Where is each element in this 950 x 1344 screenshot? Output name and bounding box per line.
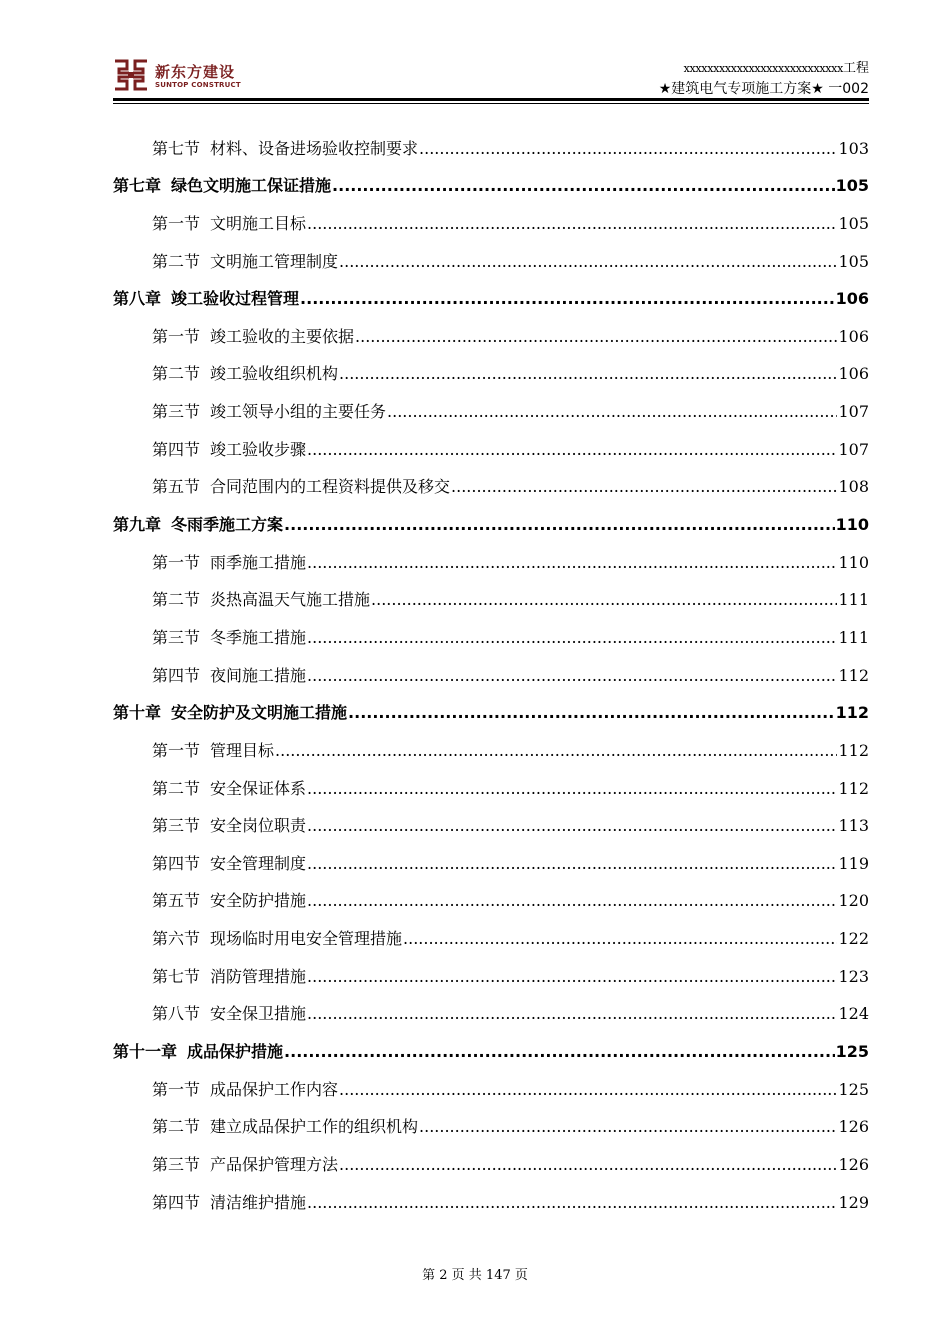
toc-page-number: 106 bbox=[838, 326, 869, 346]
toc-page-number: 112 bbox=[838, 778, 869, 798]
toc-leader-dots bbox=[339, 1080, 837, 1100]
toc-section-entry[interactable] bbox=[113, 723, 869, 761]
toc-leader-dots bbox=[307, 1193, 837, 1213]
toc-leader-dots bbox=[307, 214, 837, 234]
toc-leader-dots bbox=[307, 967, 837, 987]
toc-leader-dots bbox=[307, 891, 837, 911]
toc-section-entry[interactable] bbox=[113, 535, 869, 573]
toc-section-entry[interactable] bbox=[113, 987, 869, 1025]
toc-leader-dots bbox=[339, 252, 837, 272]
toc-entry-title bbox=[152, 929, 403, 949]
toc-page-number: 111 bbox=[838, 590, 869, 610]
toc-leader-dots bbox=[307, 440, 837, 460]
toc-page-number: 107 bbox=[838, 402, 869, 422]
toc-entry-title bbox=[152, 1155, 339, 1175]
toc-entry-label: 第三节 bbox=[152, 816, 201, 836]
toc-leader-dots bbox=[355, 327, 837, 347]
toc-entry-text: 夜间施工措施 bbox=[210, 665, 307, 685]
toc-entry-label: 第三节 bbox=[152, 1154, 201, 1174]
toc-entry-text: 雨季施工措施 bbox=[210, 552, 307, 572]
toc-entry-title bbox=[152, 854, 307, 874]
toc-leader-dots bbox=[307, 816, 837, 836]
toc-entry-text: 竣工验收的主要依据 bbox=[210, 326, 355, 346]
toc-entry-label: 第七节 bbox=[152, 966, 201, 986]
toc-entry-title bbox=[152, 590, 371, 610]
toc-entry-label: 第七节 bbox=[152, 138, 201, 158]
toc-entry-title bbox=[152, 364, 339, 384]
toc-entry-title bbox=[152, 1193, 307, 1213]
header-rule-thin bbox=[113, 103, 869, 104]
toc-entry-label: 第四节 bbox=[152, 1192, 201, 1212]
toc-entry-title bbox=[152, 327, 355, 347]
toc-entry-text: 竣工验收过程管理 bbox=[171, 289, 300, 309]
toc-section-entry[interactable] bbox=[113, 422, 869, 460]
toc-page-number: 129 bbox=[838, 1192, 869, 1212]
toc-entry-label: 第二节 bbox=[152, 364, 201, 384]
toc-section-entry[interactable] bbox=[113, 121, 869, 159]
toc-entry-title bbox=[152, 440, 307, 460]
toc-page-number: 112 bbox=[838, 740, 869, 760]
toc-leader-dots bbox=[339, 1155, 837, 1175]
table-of-contents bbox=[113, 121, 869, 1213]
toc-entry-text: 冬季施工措施 bbox=[210, 627, 307, 647]
toc-entry-title bbox=[152, 1117, 419, 1137]
toc-entry-text: 合同范围内的工程资料提供及移交 bbox=[210, 477, 451, 497]
toc-leader-dots bbox=[339, 364, 837, 384]
toc-entry-label: 第七章 bbox=[113, 176, 162, 196]
toc-page-number: 125 bbox=[835, 1042, 869, 1062]
project-suffix: 工程 bbox=[842, 61, 869, 76]
toc-entry-text: 安全保证体系 bbox=[210, 778, 307, 798]
toc-leader-dots bbox=[419, 139, 837, 159]
toc-leader-dots bbox=[307, 1004, 837, 1024]
toc-page-number: 112 bbox=[838, 665, 869, 685]
toc-page-number: 107 bbox=[838, 439, 869, 459]
toc-entry-text: 安全防护措施 bbox=[210, 891, 307, 911]
toc-entry-text: 成品保护工作内容 bbox=[210, 1079, 339, 1099]
toc-leader-dots bbox=[307, 553, 837, 573]
toc-entry-label: 第四节 bbox=[152, 439, 201, 459]
toc-section-entry[interactable] bbox=[113, 234, 869, 272]
toc-entry-label: 第一节 bbox=[152, 326, 201, 346]
toc-leader-dots bbox=[307, 779, 837, 799]
toc-entry-title bbox=[152, 891, 307, 911]
toc-entry-title bbox=[152, 1004, 307, 1024]
toc-entry-title bbox=[152, 214, 307, 234]
toc-entry-label: 第二节 bbox=[152, 778, 201, 798]
toc-chapter-entry[interactable] bbox=[113, 686, 869, 724]
toc-entry-label: 第一节 bbox=[152, 552, 201, 572]
toc-entry-title bbox=[152, 816, 307, 836]
toc-entry-label: 第一节 bbox=[152, 1079, 201, 1099]
toc-entry-title bbox=[113, 176, 332, 196]
toc-entry-title bbox=[152, 553, 307, 573]
toc-page-number: 126 bbox=[838, 1154, 869, 1174]
toc-entry-text: 文明施工管理制度 bbox=[210, 251, 339, 271]
toc-page-number: 111 bbox=[838, 627, 869, 647]
toc-entry-label: 第八章 bbox=[113, 289, 162, 309]
toc-entry-title bbox=[152, 1080, 339, 1100]
toc-page-number: 124 bbox=[838, 1004, 869, 1024]
toc-entry-label: 第三节 bbox=[152, 402, 201, 422]
toc-entry-label: 第十章 bbox=[113, 703, 162, 723]
toc-chapter-entry[interactable] bbox=[113, 272, 869, 310]
toc-entry-title bbox=[152, 779, 307, 799]
toc-entry-text: 安全岗位职责 bbox=[210, 816, 307, 836]
project-prefix: xxxxxxxxxxxxxxxxxxxxxxxxxxx bbox=[683, 62, 843, 75]
toc-page-number: 103 bbox=[838, 138, 869, 158]
toc-leader-dots bbox=[284, 515, 835, 535]
toc-leader-dots bbox=[307, 628, 837, 648]
toc-entry-title bbox=[152, 666, 307, 686]
toc-leader-dots bbox=[300, 289, 835, 309]
toc-section-entry[interactable] bbox=[113, 874, 869, 912]
toc-section-entry[interactable] bbox=[113, 949, 869, 987]
toc-entry-text: 成品保护措施 bbox=[187, 1042, 284, 1062]
toc-page-number: 126 bbox=[838, 1117, 869, 1137]
toc-leader-dots bbox=[387, 402, 837, 422]
toc-section-entry[interactable] bbox=[113, 911, 869, 949]
toc-entry-text: 竣工领导小组的主要任务 bbox=[210, 402, 387, 422]
toc-leader-dots bbox=[332, 176, 835, 196]
toc-entry-title bbox=[152, 628, 307, 648]
toc-section-entry[interactable] bbox=[113, 460, 869, 498]
toc-entry-text: 产品保护管理方法 bbox=[210, 1154, 339, 1174]
toc-section-entry[interactable] bbox=[113, 648, 869, 686]
toc-entry-title bbox=[113, 1042, 284, 1062]
toc-entry-text: 消防管理措施 bbox=[210, 966, 307, 986]
toc-leader-dots bbox=[419, 1117, 837, 1137]
toc-entry-title bbox=[152, 139, 419, 159]
toc-section-entry[interactable] bbox=[113, 761, 869, 799]
toc-entry-title bbox=[113, 289, 300, 309]
toc-entry-text: 炎热高温天气施工措施 bbox=[210, 590, 371, 610]
toc-entry-title bbox=[152, 252, 339, 272]
logo-mark-icon bbox=[113, 59, 149, 91]
toc-leader-dots bbox=[275, 741, 837, 761]
logo-chinese-name: 新东方建设 bbox=[155, 63, 236, 81]
toc-entry-text: 竣工验收步骤 bbox=[210, 439, 307, 459]
page-header bbox=[113, 56, 869, 100]
toc-section-entry[interactable] bbox=[113, 309, 869, 347]
toc-entry-title bbox=[113, 515, 284, 535]
toc-entry-label: 第一节 bbox=[152, 740, 201, 760]
toc-entry-label: 第二节 bbox=[152, 1117, 201, 1137]
toc-entry-text: 冬雨季施工方案 bbox=[171, 515, 284, 535]
toc-leader-dots bbox=[307, 666, 837, 686]
toc-entry-label: 第五节 bbox=[152, 477, 201, 497]
toc-section-entry[interactable] bbox=[113, 1100, 869, 1138]
toc-entry-text: 现场临时用电安全管理措施 bbox=[210, 929, 403, 949]
toc-entry-text: 建立成品保护工作的组织机构 bbox=[210, 1117, 419, 1137]
toc-entry-label: 第一节 bbox=[152, 213, 201, 233]
toc-section-entry[interactable] bbox=[113, 799, 869, 837]
toc-entry-text: 材料、设备进场验收控制要求 bbox=[210, 138, 419, 158]
toc-leader-dots bbox=[451, 477, 837, 497]
toc-section-entry[interactable] bbox=[113, 573, 869, 611]
toc-section-entry[interactable] bbox=[113, 836, 869, 874]
toc-entry-label: 第九章 bbox=[113, 515, 162, 535]
company-logo bbox=[113, 56, 253, 96]
toc-chapter-entry[interactable] bbox=[113, 1024, 869, 1062]
toc-page-number: 112 bbox=[835, 703, 869, 723]
toc-chapter-entry[interactable] bbox=[113, 497, 869, 535]
toc-entry-title bbox=[152, 741, 275, 761]
toc-leader-dots bbox=[284, 1042, 835, 1062]
toc-page-number: 119 bbox=[838, 853, 869, 873]
toc-page-number: 106 bbox=[835, 289, 869, 309]
toc-entry-text: 安全防护及文明施工措施 bbox=[171, 703, 348, 723]
toc-page-number: 120 bbox=[838, 891, 869, 911]
toc-entry-label: 第二节 bbox=[152, 251, 201, 271]
toc-entry-title bbox=[152, 967, 307, 987]
toc-page-number: 122 bbox=[838, 929, 869, 949]
document-title: ★建筑电气专项施工方案★ 一002 bbox=[658, 81, 869, 97]
toc-page-number: 105 bbox=[835, 176, 869, 196]
toc-section-entry[interactable] bbox=[113, 196, 869, 234]
toc-section-entry[interactable] bbox=[113, 610, 869, 648]
toc-page-number: 105 bbox=[838, 213, 869, 233]
toc-page-number: 108 bbox=[838, 477, 869, 497]
toc-page-number: 105 bbox=[838, 251, 869, 271]
logo-english-name: SUNTOP CONSTRUCT bbox=[155, 81, 241, 89]
toc-entry-text: 安全保卫措施 bbox=[210, 1004, 307, 1024]
toc-chapter-entry[interactable] bbox=[113, 159, 869, 197]
toc-page-number: 113 bbox=[838, 816, 869, 836]
toc-section-entry[interactable] bbox=[113, 1137, 869, 1175]
toc-entry-title bbox=[113, 703, 348, 723]
toc-section-entry[interactable] bbox=[113, 1175, 869, 1213]
toc-leader-dots bbox=[307, 854, 837, 874]
toc-page-number: 125 bbox=[838, 1079, 869, 1099]
toc-entry-text: 文明施工目标 bbox=[210, 213, 307, 233]
toc-leader-dots bbox=[403, 929, 837, 949]
toc-entry-text: 安全管理制度 bbox=[210, 853, 307, 873]
page-footer: 第 2 页 共 147 页 bbox=[422, 1268, 528, 1283]
project-name bbox=[684, 57, 869, 76]
toc-entry-label: 第二节 bbox=[152, 590, 201, 610]
toc-entry-label: 第十一章 bbox=[113, 1042, 178, 1062]
toc-page-number: 123 bbox=[838, 966, 869, 986]
toc-entry-text: 清洁维护措施 bbox=[210, 1192, 307, 1212]
toc-entry-label: 第五节 bbox=[152, 891, 201, 911]
toc-entry-title bbox=[152, 477, 451, 497]
toc-page-number: 110 bbox=[835, 515, 869, 535]
toc-section-entry[interactable] bbox=[113, 1062, 869, 1100]
toc-entry-text: 管理目标 bbox=[210, 740, 275, 760]
toc-entry-label: 第四节 bbox=[152, 853, 201, 873]
toc-leader-dots bbox=[371, 590, 837, 610]
toc-entry-text: 绿色文明施工保证措施 bbox=[171, 176, 332, 196]
toc-entry-label: 第三节 bbox=[152, 627, 201, 647]
toc-entry-label: 第四节 bbox=[152, 665, 201, 685]
toc-entry-label: 第八节 bbox=[152, 1004, 201, 1024]
toc-section-entry[interactable] bbox=[113, 347, 869, 385]
toc-entry-label: 第六节 bbox=[152, 929, 201, 949]
toc-section-entry[interactable] bbox=[113, 384, 869, 422]
toc-entry-title bbox=[152, 402, 387, 422]
toc-page-number: 106 bbox=[838, 364, 869, 384]
header-rule-thick bbox=[113, 98, 869, 101]
toc-leader-dots bbox=[348, 703, 835, 723]
toc-page-number: 110 bbox=[838, 552, 869, 572]
toc-entry-text: 竣工验收组织机构 bbox=[210, 364, 339, 384]
